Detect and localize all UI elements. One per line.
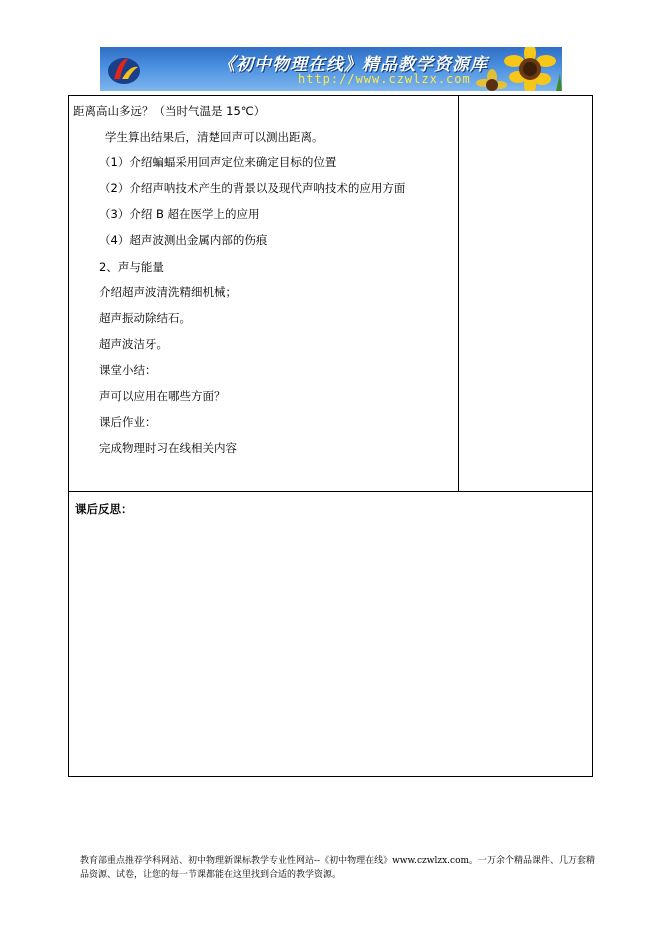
lesson-line: 课后作业：	[99, 415, 157, 429]
lesson-line: 2、声与能量	[99, 260, 164, 274]
lesson-line: 超声振动除结石。	[99, 311, 191, 325]
lesson-line: 学生算出结果后，清楚回声可以测出距离。	[105, 130, 324, 144]
reflection-cell	[69, 492, 592, 776]
lesson-line: 介绍超声波清洗精细机械；	[99, 285, 237, 299]
lesson-table	[68, 95, 593, 777]
lesson-line: 声可以应用在哪些方面？	[99, 389, 226, 403]
lesson-line: （2）介绍声呐技术产生的背景以及现代声呐技术的应用方面	[99, 181, 406, 195]
reflection-title: 课后反思：	[75, 502, 133, 516]
notes-cell	[459, 96, 592, 492]
lesson-line: 课堂小结：	[99, 363, 157, 377]
lesson-line: （3）介绍 B 超在医学上的应用	[99, 207, 260, 221]
lesson-line: 超声波洁牙。	[99, 337, 168, 351]
lesson-line: （1）介绍蝙蝠采用回声定位来确定目标的位置	[99, 155, 337, 169]
footer-text: 教育部重点推荐学科网站、初中物理新课标教学专业性网站--《初中物理在线》www.czwlzx.com。一万余个精品课件、几万套精品资源、试卷，让您的每一节课都能在这里找到合适的教学资源。	[80, 856, 596, 880]
header-banner	[100, 47, 562, 91]
banner-title: 《初中物理在线》精品教学资源库	[218, 55, 488, 75]
site-logo-icon	[106, 51, 142, 87]
lesson-content-cell	[69, 96, 459, 492]
lesson-line: 完成物理时习在线相关内容	[99, 441, 237, 455]
sunflower-icon	[472, 47, 562, 91]
banner-url[interactable]: http://www.czwlzx.com	[298, 72, 471, 86]
lesson-line: 距离高山多远？（当时气温是 15℃）	[73, 104, 266, 118]
lesson-line: （4）超声波测出金属内部的伤痕	[99, 233, 268, 247]
